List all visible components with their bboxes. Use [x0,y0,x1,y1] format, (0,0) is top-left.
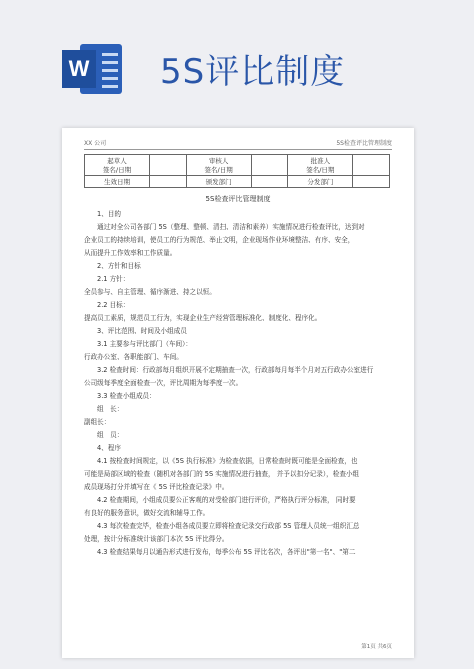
word-icon [62,40,124,98]
word-letter: W [62,50,96,88]
paragraph-line: 3.1 主要参与评比部门（车间）： [97,340,193,348]
table-cell: 批准人 签名/日期 [288,155,353,176]
table-cell [353,155,390,176]
table-cell [150,155,187,176]
page-header [84,138,392,150]
table-cell [251,155,288,176]
paragraph-line: 提高员工素质，规范员工行为，实现企业生产经营管理标准化、制度化、程序化。 [84,314,322,322]
paragraph-line: 企业员工的持续培训，使员工的行为规范、举止文明，企业现场作业环境整洁、有序、安全， [84,236,355,244]
paragraph-line: 处理，按计分标准统计该部门本次 5S 评比得分。 [84,535,229,543]
paragraph-line: 4.3 每次检查完毕，检查小组各成员要立即将检查记录交行政部 5S 管理人员统一组织汇总 [97,522,360,530]
banner [0,0,474,125]
document-page [62,128,414,658]
table-cell: 颁发部门 [186,176,251,188]
page-footer: 第1页 共6页 [361,644,392,650]
paragraph-line: 可能是局部区域的检查（随机对各部门的 5S 实施情况进行抽查， 并予以扣分记录），检查小组 [84,470,360,478]
paragraph-line: 4.1 按检查时间规定，以《5S 执行标准》为检查依据，日常检查时既可能是全面检查，也 [97,457,358,465]
paragraph-line: 成员现场打分并填写在《 5S 评比检查记录》中。 [84,483,229,491]
paragraph-line: 2.2 目标： [97,301,130,309]
paragraph-line: 3、评比范围、时间及小组成员 [97,327,187,335]
table-cell: 分发部门 [288,176,353,188]
paragraph-line: 1、目的 [97,210,121,218]
paragraph-line: 组 员： [97,431,124,439]
approval-table [84,154,390,188]
paragraph-line: 4.2 检查期间，小组成员要公正客观的对受检部门进行评价，严格执行评分标准， 同时要 [97,496,356,504]
table-row [85,176,390,188]
table-row [85,155,390,176]
table-cell: 生效日期 [85,176,150,188]
paragraph-line: 有良好的服务意识，做好交流和辅导工作。 [84,509,210,517]
document-body [84,208,392,559]
doc-heading: 5S检查评比管理制度 [205,195,271,203]
table-cell [353,176,390,188]
paragraph-line: 公司级每季度全面检查一次，评比周期为每季度一次。 [84,379,243,387]
paragraph-line: 行政办公室、各职能部门、车间。 [84,353,183,361]
paragraph-line: 2、方针和目标 [97,262,141,270]
paragraph-line: 2.1 方针： [97,275,130,283]
paragraph-line: 全员参与、自主管理、循序渐进、持之以恒。 [84,288,216,296]
table-cell: 起草人 签名/日期 [85,155,150,176]
page-header-right: 5S检查评比管理制度 [336,140,392,147]
paragraph-line: 4.3 检查结果每月以通告形式进行发布，每季公布 5S 评比名次，各评出"第一名"、"第二 [97,548,356,556]
document-title-banner: 5S评比制度 [160,52,346,92]
table-cell [150,176,187,188]
table-cell: 审核人 签名/日期 [186,155,251,176]
page-header-left: XX 公司 [84,140,107,147]
paragraph-line: 组 长： [97,405,124,413]
paragraph-line: 副组长： [84,418,111,426]
paragraph-line: 从而提升工作效率和工作质量。 [84,249,177,257]
paragraph-line: 4、程序 [97,444,121,452]
paragraph-line: 3.3 检查小组成员： [97,392,156,400]
paragraph-line: 3.2 检查时间：行政部每月组织开展不定期抽查一次，行政部每月每半个月对五行政办公室进行 [97,366,374,374]
paragraph-line: 通过对全公司各部门 5S（整理、整顿、清扫、清洁和素养）实施情况进行检查评比，达到对 [97,223,365,231]
table-cell [251,176,288,188]
